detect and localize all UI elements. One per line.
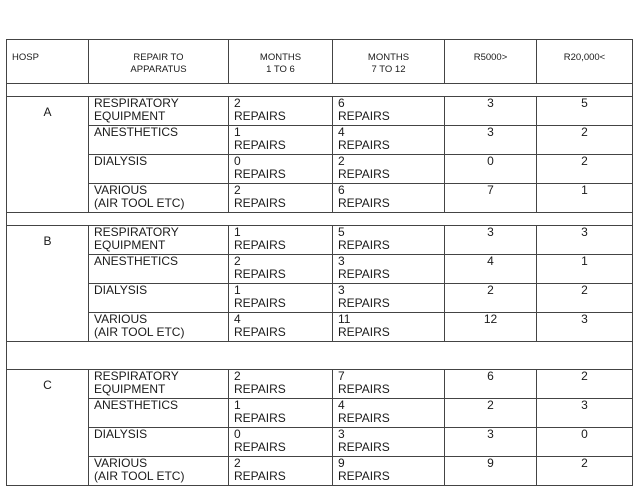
apparatus-cell: RESPIRATORY EQUIPMENT (89, 370, 229, 399)
months-1-to-6-cell: 1 REPAIRS (229, 226, 333, 255)
r20000-cell: 1 (537, 184, 633, 213)
r20000-cell: 2 (537, 284, 633, 313)
spacer-cell (7, 342, 633, 370)
r20000-cell: 2 (537, 126, 633, 155)
r5000-cell: 0 (445, 155, 537, 184)
spacer-row (7, 342, 633, 370)
apparatus-cell: VARIOUS (AIR TOOL ETC) (89, 457, 229, 486)
table-row (7, 313, 633, 342)
r20000-cell: 5 (537, 97, 633, 126)
months-1-to-6-cell: 1 REPAIRS (229, 399, 333, 428)
months-1-to-6-cell: 1 REPAIRS (229, 284, 333, 313)
months-1-to-6-cell: 0 REPAIRS (229, 428, 333, 457)
spacer-cell (7, 213, 633, 226)
r20000-cell: 3 (537, 313, 633, 342)
months-7-to-12-cell: 7 REPAIRS (333, 370, 445, 399)
months-7-to-12-cell: 4 REPAIRS (333, 399, 445, 428)
apparatus-cell: RESPIRATORY EQUIPMENT (89, 97, 229, 126)
repairs-sheet (6, 39, 633, 486)
table-row (7, 399, 633, 428)
months-7-to-12-cell: 6 REPAIRS (333, 184, 445, 213)
r5000-cell: 2 (445, 284, 537, 313)
r20000-cell: 3 (537, 399, 633, 428)
header-months-1-to-6: MONTHS 1 TO 6 (229, 40, 333, 84)
hospital-label: A (7, 97, 89, 213)
table-row (7, 155, 633, 184)
months-1-to-6-cell: 1 REPAIRS (229, 126, 333, 155)
apparatus-cell: RESPIRATORY EQUIPMENT (89, 226, 229, 255)
r5000-cell: 2 (445, 399, 537, 428)
header-row (7, 40, 633, 84)
apparatus-cell: ANESTHETICS (89, 255, 229, 284)
months-1-to-6-cell: 2 REPAIRS (229, 255, 333, 284)
months-7-to-12-cell: 2 REPAIRS (333, 155, 445, 184)
apparatus-cell: VARIOUS (AIR TOOL ETC) (89, 184, 229, 213)
r5000-cell: 3 (445, 126, 537, 155)
table-row (7, 428, 633, 457)
months-7-to-12-cell: 6 REPAIRS (333, 97, 445, 126)
header-repair-to-apparatus: REPAIR TO APPARATUS (89, 40, 229, 84)
table-row (7, 284, 633, 313)
repairs-table (6, 39, 633, 486)
months-1-to-6-cell: 2 REPAIRS (229, 97, 333, 126)
r20000-cell: 1 (537, 255, 633, 284)
table-row (7, 370, 633, 399)
table-row (7, 255, 633, 284)
hospital-label: C (7, 370, 89, 486)
r5000-cell: 6 (445, 370, 537, 399)
r20000-cell: 0 (537, 428, 633, 457)
spacer-cell (7, 84, 633, 97)
months-7-to-12-cell: 11 REPAIRS (333, 313, 445, 342)
r5000-cell: 9 (445, 457, 537, 486)
r5000-cell: 7 (445, 184, 537, 213)
spacer-row (7, 84, 633, 97)
table-row (7, 97, 633, 126)
r5000-cell: 3 (445, 428, 537, 457)
hospital-label: B (7, 226, 89, 342)
apparatus-cell: DIALYSIS (89, 284, 229, 313)
header-r5000: R5000> (445, 40, 537, 84)
months-7-to-12-cell: 5 REPAIRS (333, 226, 445, 255)
r5000-cell: 12 (445, 313, 537, 342)
r5000-cell: 3 (445, 97, 537, 126)
months-1-to-6-cell: 2 REPAIRS (229, 370, 333, 399)
r20000-cell: 3 (537, 226, 633, 255)
header-hosp: HOSP (7, 40, 89, 84)
table-row (7, 457, 633, 486)
table-row (7, 184, 633, 213)
months-1-to-6-cell: 0 REPAIRS (229, 155, 333, 184)
table-row (7, 126, 633, 155)
apparatus-cell: ANESTHETICS (89, 126, 229, 155)
table-row (7, 226, 633, 255)
r20000-cell: 2 (537, 370, 633, 399)
r20000-cell: 2 (537, 457, 633, 486)
months-7-to-12-cell: 3 REPAIRS (333, 255, 445, 284)
months-1-to-6-cell: 4 REPAIRS (229, 313, 333, 342)
apparatus-cell: DIALYSIS (89, 155, 229, 184)
months-1-to-6-cell: 2 REPAIRS (229, 184, 333, 213)
months-7-to-12-cell: 3 REPAIRS (333, 284, 445, 313)
header-months-7-to-12: MONTHS 7 TO 12 (333, 40, 445, 84)
header-r20000: R20,000< (537, 40, 633, 84)
apparatus-cell: VARIOUS (AIR TOOL ETC) (89, 313, 229, 342)
r20000-cell: 2 (537, 155, 633, 184)
r5000-cell: 3 (445, 226, 537, 255)
months-1-to-6-cell: 2 REPAIRS (229, 457, 333, 486)
apparatus-cell: DIALYSIS (89, 428, 229, 457)
spacer-row (7, 213, 633, 226)
r5000-cell: 4 (445, 255, 537, 284)
apparatus-cell: ANESTHETICS (89, 399, 229, 428)
months-7-to-12-cell: 4 REPAIRS (333, 126, 445, 155)
months-7-to-12-cell: 3 REPAIRS (333, 428, 445, 457)
months-7-to-12-cell: 9 REPAIRS (333, 457, 445, 486)
